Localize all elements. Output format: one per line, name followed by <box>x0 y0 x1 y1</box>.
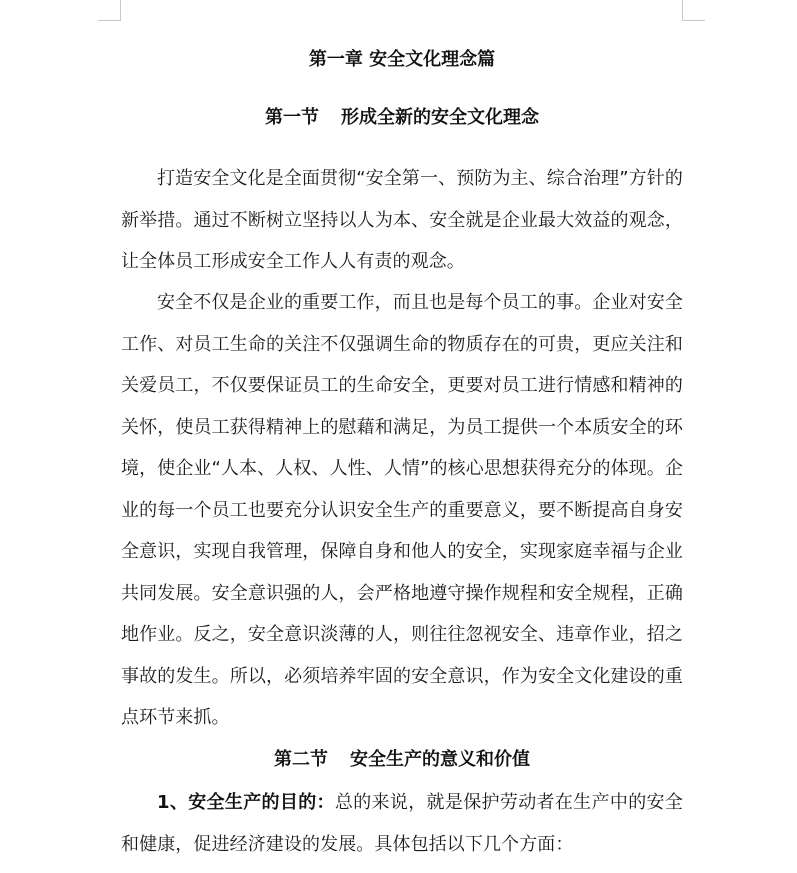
section-2-heading <box>121 746 683 774</box>
section-2-title: 安全生产的意义和价值 <box>350 749 530 770</box>
paragraph-3 <box>121 782 683 865</box>
chapter-title: 第一章 安全文化理念篇 <box>308 49 496 70</box>
item-1-lead: 1、安全生产的目的： <box>157 792 335 813</box>
item-1-text: 总的来说，就是保护劳动者在生产中的安全和健康，促进经济建设的发展。具体包括以下几个方面： <box>121 792 683 855</box>
page-corner-mark-top-right <box>682 0 705 21</box>
paragraph-1: 打造安全文化是全面贯彻“安全第一、预防为主、综合治理”方针的新举措。通过不断树立坚持以人为本、安全就是企业最大效益的观念，让全体员工形成安全工作人人有责的观念。 <box>121 168 683 272</box>
page-corner-mark-top-left <box>98 0 121 21</box>
section-1-title: 形成全新的安全文化理念 <box>341 107 539 128</box>
paragraph-2: 安全不仅是企业的重要工作，而且也是每个员工的事。企业对安全工作、对员工生命的关注不仅强调生命的物质存在的可贵，更应关注和关爱员工，不仅要保证员工的生命安全，更要对员工进行情感和精神的关怀，使员工获得精神上的慰藉和满足，为员工提供一个本质安全的环境，使企业“人本、人权、人性、人情”的核心思想获得充分的体现。企业的每一个员工也要充分认识安全生产的重要意义，要不断提高自身安全意识，实现自我管理，保障自身和他人的安全，实现家庭幸福与企业共同发展。安全意识强的人，会严格地遵守操作规程和安全规程，正确地作业。反之，安全意识淡薄的人，则往往忽视安全、违章作业，招之事故的发生。所以，必须培养牢固的安全意识，作为安全文化建设的重点环节来抓。 <box>121 292 683 728</box>
section-1-heading <box>121 104 683 132</box>
section-2-number: 第二节 <box>274 749 328 770</box>
section-1-number: 第一节 <box>265 107 319 128</box>
